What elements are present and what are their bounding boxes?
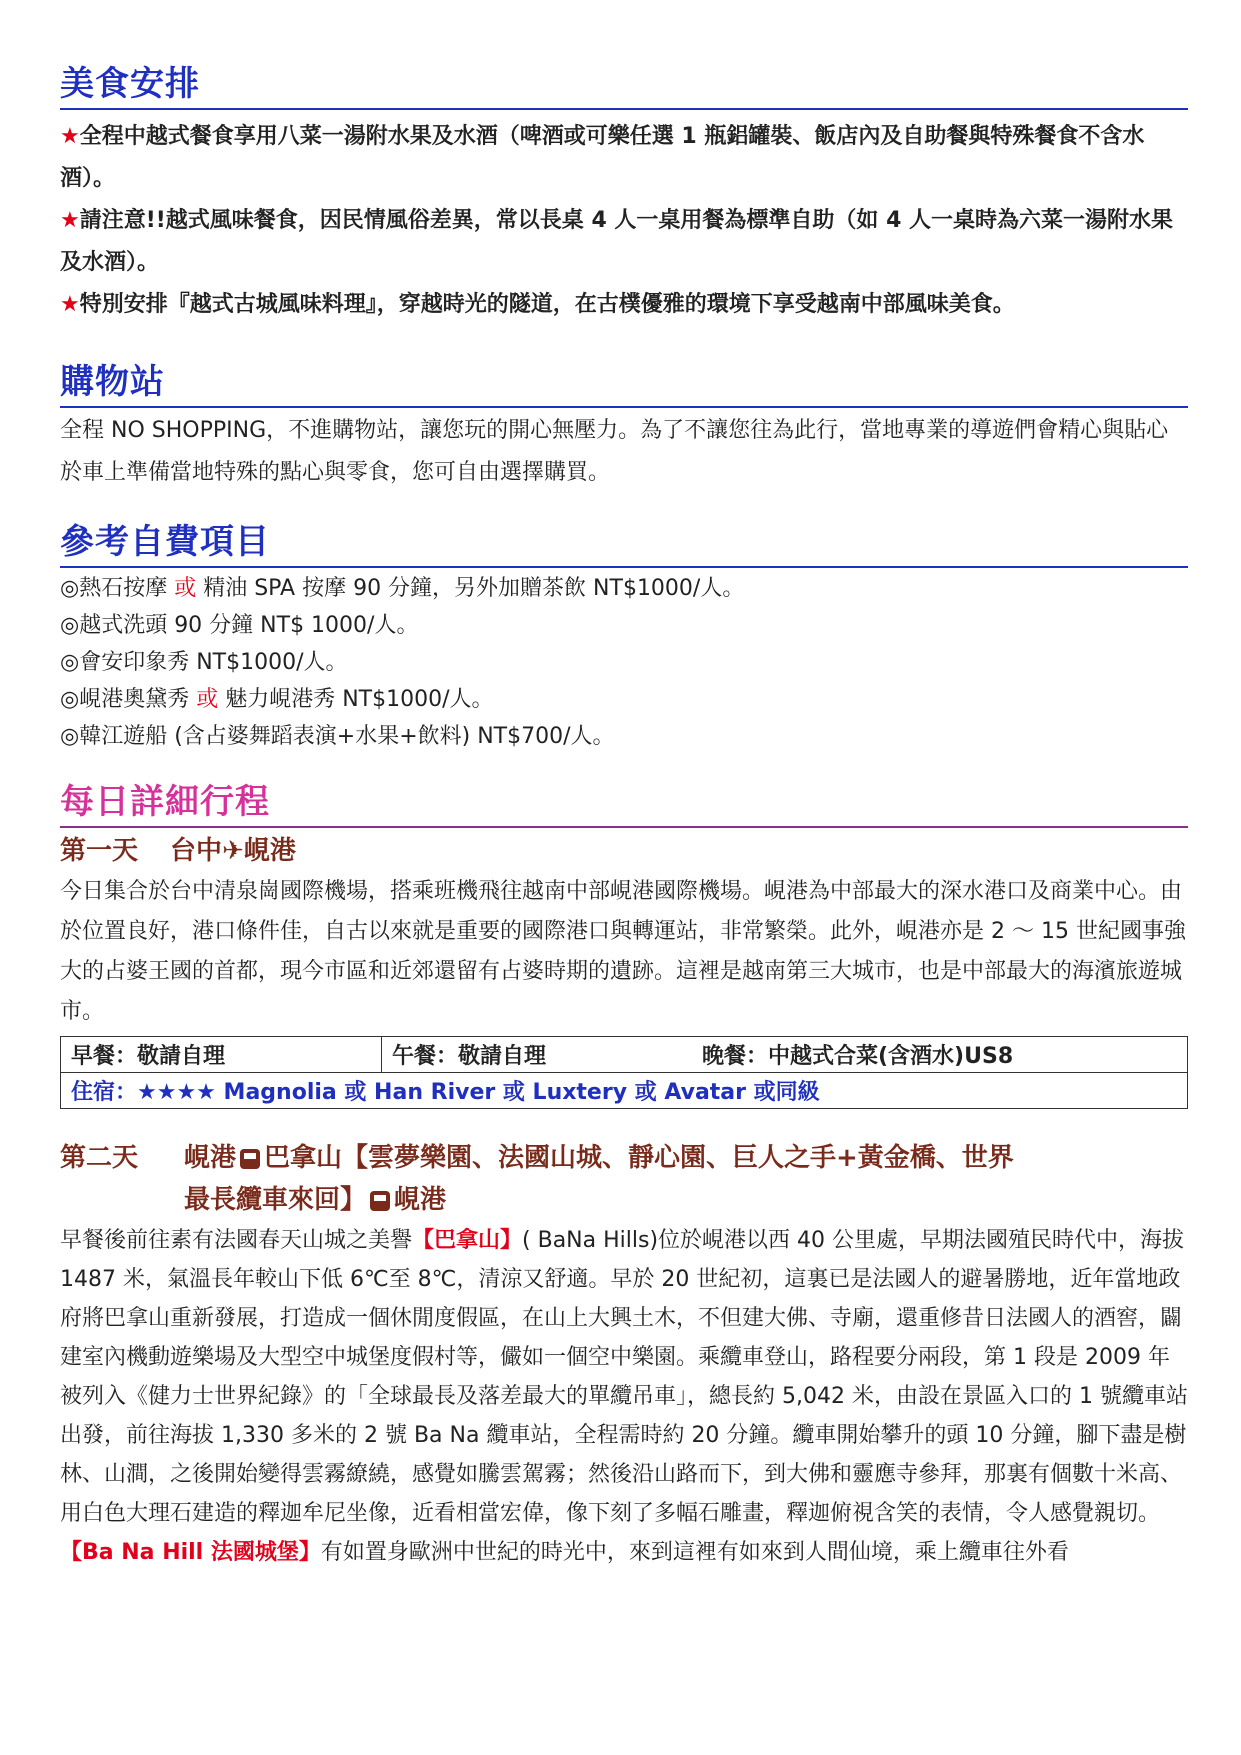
optional-section (60, 520, 1188, 755)
itinerary-heading: 每日詳細行程 (60, 780, 1188, 828)
optional-item: ◎峴港奧黛秀 或 魅力峴港秀 NT$1000/人。 (60, 687, 494, 712)
bus-icon (240, 1149, 260, 1169)
food-item-3: ★特別安排『越式古城風味料理』，穿越時光的隧道，在古樸優雅的環境下享受越南中部風味美食。 (60, 292, 1015, 317)
day2-paragraph-1: 早餐後前往素有法國春天山城之美譽【巴拿山】( BaNa Hills)位於峴港以西 40 公里處，早期法國殖民時代中，海拔 1487 米，氣溫長年較山下低 6℃至 8℃，清涼又舒適。早於 20 世紀初，這裏已是法國人的避暑勝地，近年當地政府將巴拿山重新發展，打造成一個休閒度假區，在山上大興土木，不但建大佛、寺廟，還重修昔日法國人的酒窖，闢建室內機動遊樂場及大型空中城堡度假村等，儼如一個空中樂園。乘纜車登山，路程要分兩段，第 1 段是 2009 年被列入《健力士世界紀錄》的「全球最長及落差最大的單纜吊車」，總長約 5,042 米，由設在景區入口的 1 號纜車站出發，前往海拔 1,330 多米的 2 號 Ba Na 纜車站，全程需時約 20 分鐘。纜車開始攀升的頭 10 分鐘，腳下盡是樹林、山澗，之後開始變得雲霧繚繞，感覺如騰雲駕霧；然後沿山路而下，到大佛和靈應寺參拜，那裏有個數十米高、用白色大理石建造的釋迦牟尼坐像，近看相當宏偉，像下刻了多幅石雕畫，釋迦俯視含笑的表情，令人感覺親切。 (60, 1228, 1188, 1526)
food-item-1: ★全程中越式餐食享用八菜一湯附水果及水酒（啤酒或可樂任選 1 瓶鋁罐裝、飯店內及自助餐與特殊餐食不含水酒）。 (60, 124, 1145, 191)
airplane-icon: ✈ (222, 836, 244, 866)
shopping-text: 全程 NO SHOPPING，不進購物站，讓您玩的開心無壓力。為了不讓您往為此行，當地專業的導遊們會精心與貼心於車上準備當地特殊的點心與零食，您可自由選擇購買。 (60, 418, 1169, 485)
star-icon: ★ (60, 208, 80, 233)
optional-item: ◎韓江遊船 (含占婆舞蹈表演+水果+飲料) NT$700/人。 (60, 724, 615, 749)
food-item-2: ★請注意!!越式風味餐食，因民情風俗差異，常以長桌 4 人一桌用餐為標準自助（如 4 人一桌時為六菜一湯附水果及水酒）。 (60, 208, 1174, 275)
food-section (60, 62, 1188, 326)
day1-title: 第一天 台中✈峴港 (60, 836, 296, 866)
day2-paragraph-2: 【Ba Na Hill 法國城堡】有如置身歐洲中世紀的時光中，來到這裡有如來到人間仙境，乘上纜車往外看 (60, 1540, 1069, 1565)
star-icon: ★ (60, 292, 80, 317)
optional-item: ◎熱石按摩 或 精油 SPA 按摩 90 分鐘，另外加贈茶飲 NT$1000/人。 (60, 576, 745, 601)
breakfast-cell: 早餐：敬請自理 (61, 1037, 382, 1073)
optional-item: ◎會安印象秀 NT$1000/人。 (60, 650, 348, 675)
hotel-cell: 住宿：★★★★ Magnolia 或 Han River 或 Luxtery 或 Avatar 或同級 (61, 1073, 1188, 1109)
shopping-heading: 購物站 (60, 360, 1188, 408)
dinner-cell: 晚餐：中越式合菜(含酒水)US8 (692, 1037, 1188, 1073)
lunch-cell: 午餐：敬請自理 (382, 1037, 693, 1073)
food-heading: 美食安排 (60, 62, 1188, 110)
optional-item: ◎越式洗頭 90 分鐘 NT$ 1000/人。 (60, 613, 419, 638)
itinerary-section (60, 780, 1188, 1572)
star-icon: ★ (60, 124, 80, 149)
day2-title: 第二天 峴港 巴拿山【雲夢樂園、法國山城、靜心園、巨人之手+黃金橋、世界 最長纜車來回】 峴港 (60, 1143, 1014, 1215)
bus-icon (370, 1191, 390, 1211)
optional-heading: 參考自費項目 (60, 520, 1188, 568)
shopping-section (60, 360, 1188, 494)
day1-meal-table (60, 1036, 1188, 1109)
day1-text: 今日集合於台中清泉崗國際機場，搭乘班機飛往越南中部峴港國際機場。峴港為中部最大的深水港口及商業中心。由於位置良好，港口條件佳，自古以來就是重要的國際港口與轉運站，非常繁榮。此外，峴港亦是 2 ～ 15 世紀國事強大的占婆王國的首都，現今市區和近郊還留有占婆時期的遺跡。這裡是越南第三大城市，也是中部最大的海濱旅遊城市。 (60, 879, 1186, 1024)
